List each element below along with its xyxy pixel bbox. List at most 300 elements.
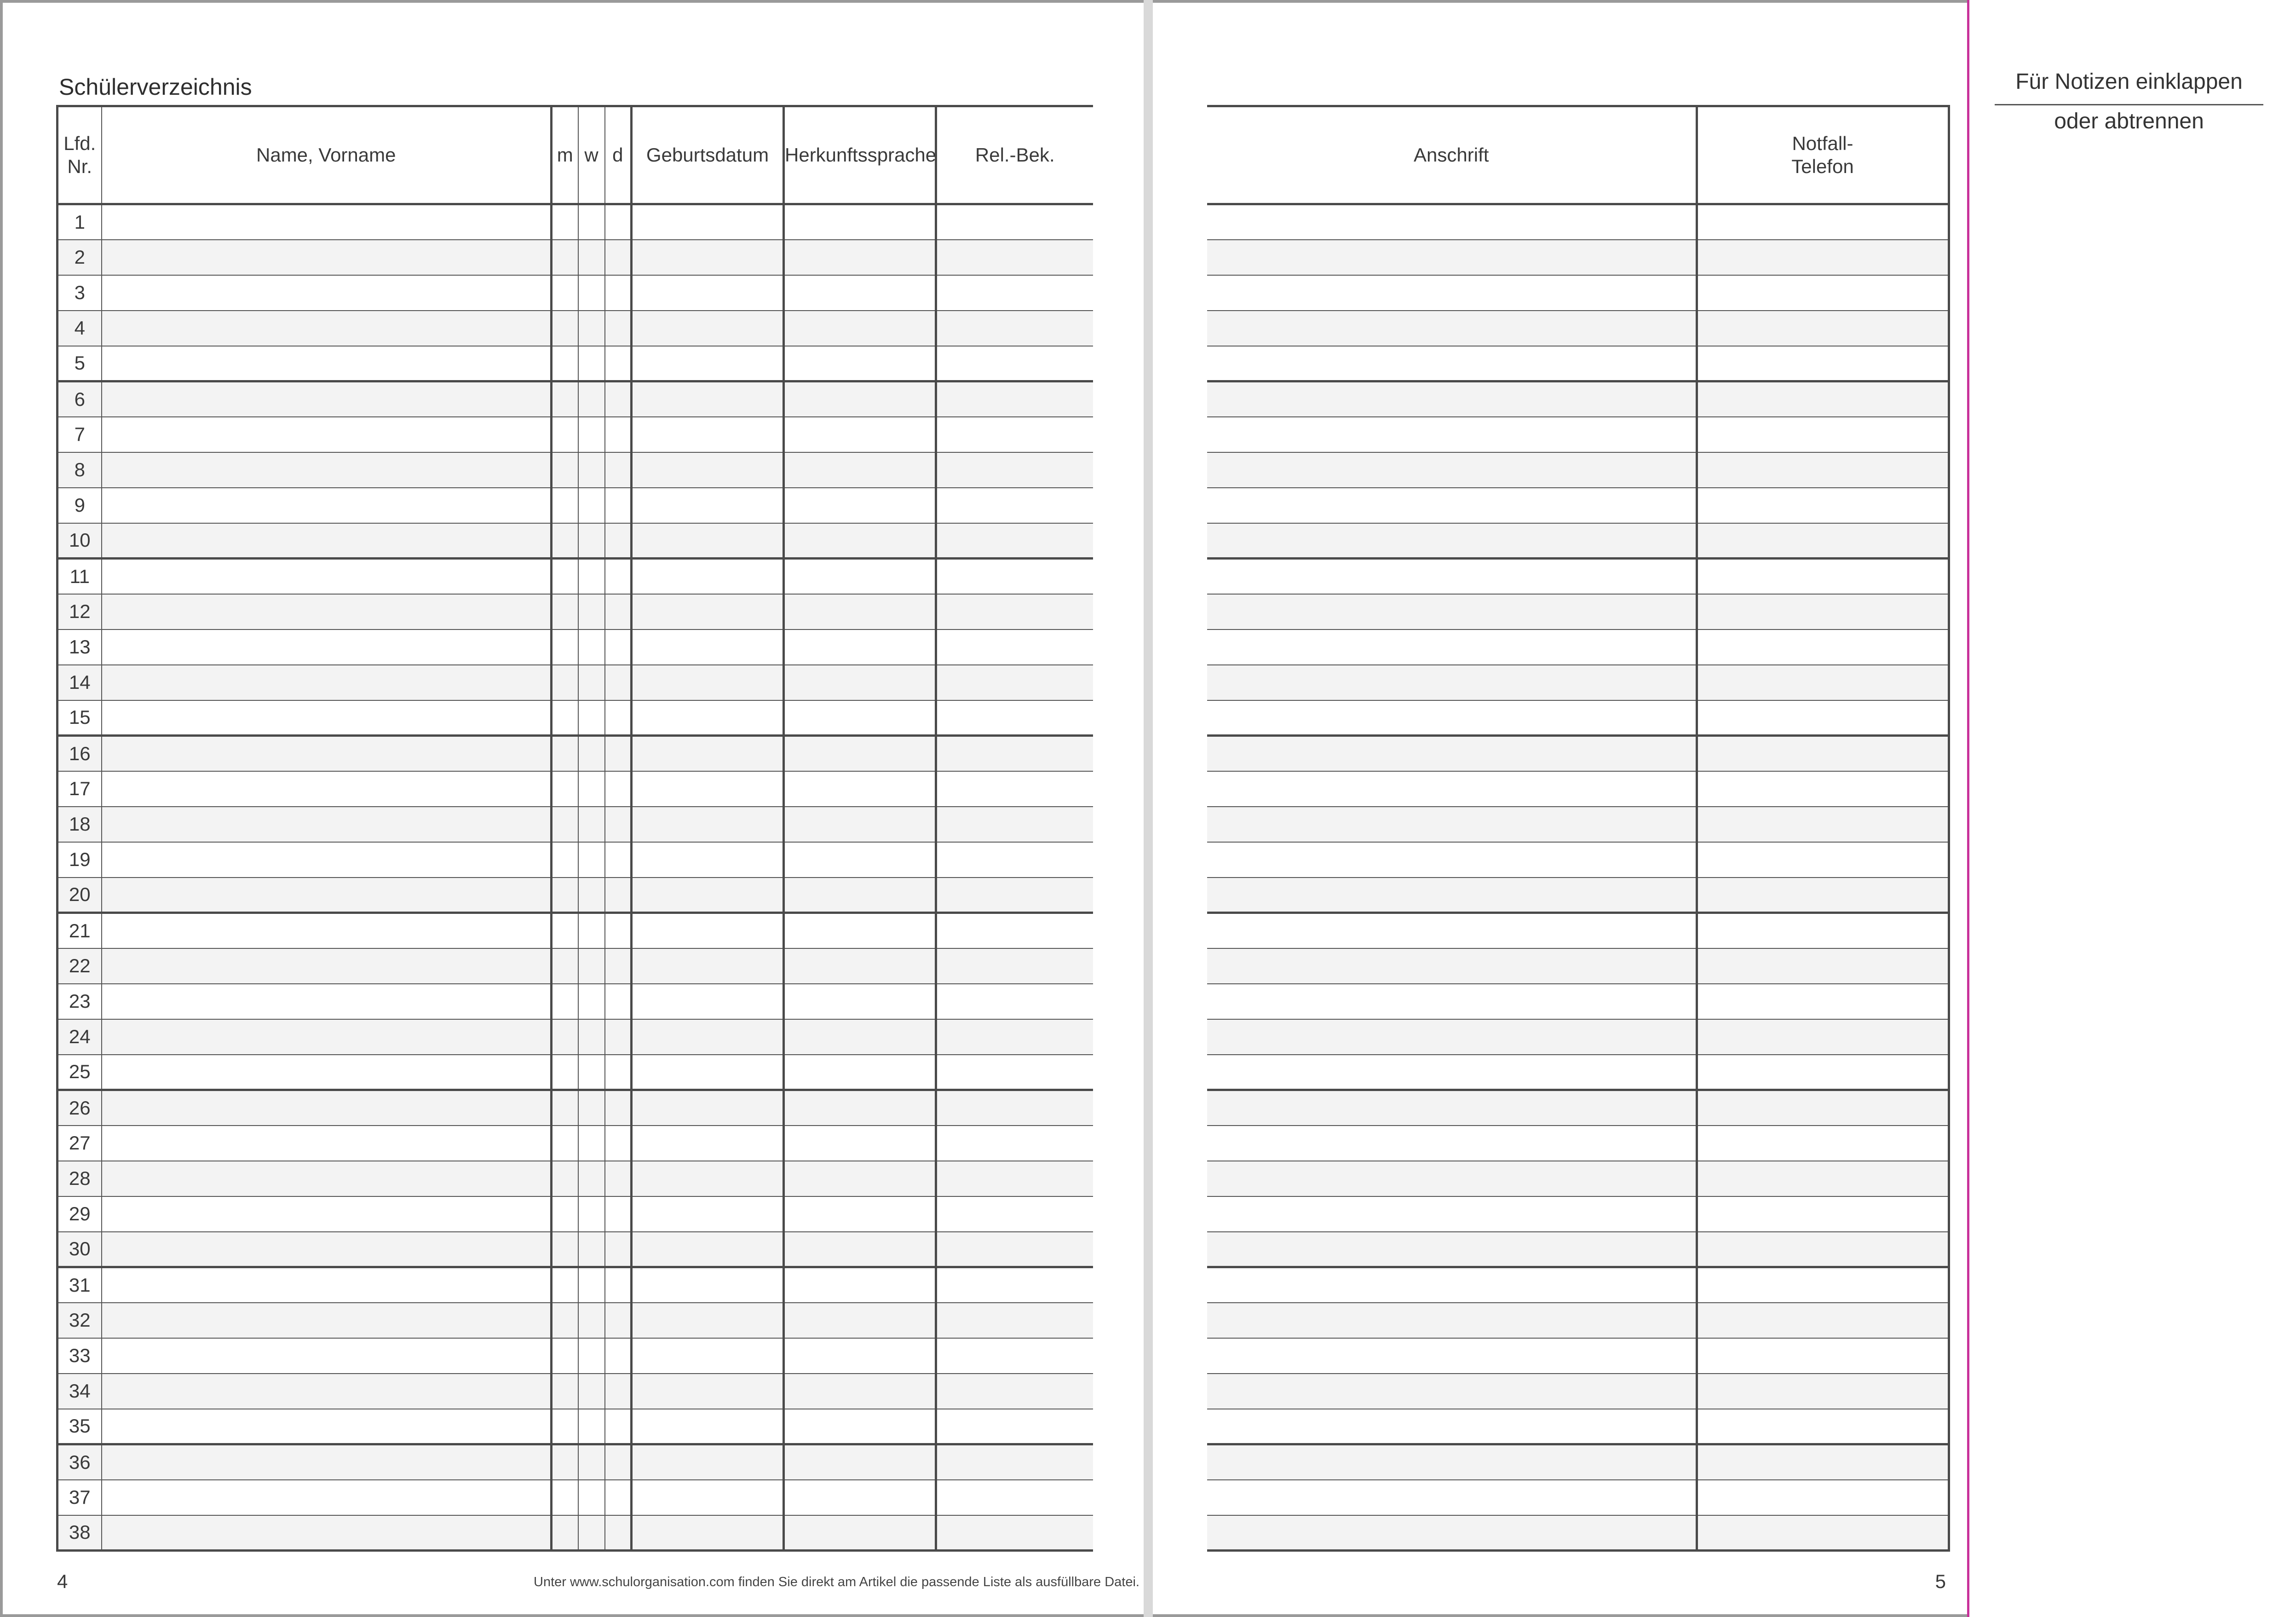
entry-cell-name[interactable] bbox=[102, 594, 552, 629]
entry-cell-notfall-telefon[interactable] bbox=[1697, 1444, 1949, 1480]
entry-cell-anschrift[interactable] bbox=[1207, 700, 1697, 736]
entry-cell-name[interactable] bbox=[102, 452, 552, 488]
entry-cell-rel-bek[interactable] bbox=[936, 417, 1093, 452]
entry-cell-m[interactable] bbox=[552, 559, 578, 594]
entry-cell-rel-bek[interactable] bbox=[936, 1196, 1093, 1232]
entry-cell-w[interactable] bbox=[578, 878, 605, 913]
entry-cell-anschrift[interactable] bbox=[1207, 1161, 1697, 1196]
entry-cell-m[interactable] bbox=[552, 275, 578, 311]
entry-cell-m[interactable] bbox=[552, 381, 578, 417]
entry-cell-rel-bek[interactable] bbox=[936, 381, 1093, 417]
entry-cell-m[interactable] bbox=[552, 736, 578, 771]
entry-cell-d[interactable] bbox=[605, 913, 632, 948]
entry-cell-d[interactable] bbox=[605, 523, 632, 559]
entry-cell-d[interactable] bbox=[605, 346, 632, 381]
entry-cell-herkunftssprache[interactable] bbox=[784, 665, 936, 700]
entry-cell-herkunftssprache[interactable] bbox=[784, 807, 936, 842]
entry-cell-herkunftssprache[interactable] bbox=[784, 381, 936, 417]
entry-cell-geburtsdatum[interactable] bbox=[632, 1019, 784, 1055]
entry-cell-m[interactable] bbox=[552, 240, 578, 275]
entry-cell-geburtsdatum[interactable] bbox=[632, 1126, 784, 1161]
entry-cell-rel-bek[interactable] bbox=[936, 523, 1093, 559]
entry-cell-rel-bek[interactable] bbox=[936, 275, 1093, 311]
entry-cell-anschrift[interactable] bbox=[1207, 771, 1697, 807]
entry-cell-geburtsdatum[interactable] bbox=[632, 665, 784, 700]
entry-cell-rel-bek[interactable] bbox=[936, 807, 1093, 842]
entry-cell-w[interactable] bbox=[578, 629, 605, 665]
entry-cell-m[interactable] bbox=[552, 1196, 578, 1232]
entry-cell-w[interactable] bbox=[578, 1409, 605, 1444]
entry-cell-herkunftssprache[interactable] bbox=[784, 1019, 936, 1055]
entry-cell-herkunftssprache[interactable] bbox=[784, 984, 936, 1019]
entry-cell-rel-bek[interactable] bbox=[936, 1019, 1093, 1055]
entry-cell-d[interactable] bbox=[605, 736, 632, 771]
entry-cell-name[interactable] bbox=[102, 665, 552, 700]
entry-cell-herkunftssprache[interactable] bbox=[784, 346, 936, 381]
entry-cell-w[interactable] bbox=[578, 311, 605, 346]
entry-cell-name[interactable] bbox=[102, 559, 552, 594]
entry-cell-geburtsdatum[interactable] bbox=[632, 240, 784, 275]
entry-cell-rel-bek[interactable] bbox=[936, 1126, 1093, 1161]
entry-cell-d[interactable] bbox=[605, 204, 632, 240]
entry-cell-d[interactable] bbox=[605, 1303, 632, 1338]
entry-cell-d[interactable] bbox=[605, 1374, 632, 1409]
entry-cell-w[interactable] bbox=[578, 1338, 605, 1374]
entry-cell-w[interactable] bbox=[578, 1232, 605, 1267]
entry-cell-anschrift[interactable] bbox=[1207, 488, 1697, 523]
entry-cell-notfall-telefon[interactable] bbox=[1697, 1055, 1949, 1090]
entry-cell-m[interactable] bbox=[552, 1374, 578, 1409]
entry-cell-notfall-telefon[interactable] bbox=[1697, 1126, 1949, 1161]
entry-cell-m[interactable] bbox=[552, 842, 578, 878]
entry-cell-d[interactable] bbox=[605, 1409, 632, 1444]
entry-cell-d[interactable] bbox=[605, 1338, 632, 1374]
entry-cell-m[interactable] bbox=[552, 346, 578, 381]
entry-cell-rel-bek[interactable] bbox=[936, 204, 1093, 240]
entry-cell-geburtsdatum[interactable] bbox=[632, 346, 784, 381]
entry-cell-m[interactable] bbox=[552, 488, 578, 523]
entry-cell-rel-bek[interactable] bbox=[936, 1303, 1093, 1338]
entry-cell-w[interactable] bbox=[578, 1019, 605, 1055]
entry-cell-d[interactable] bbox=[605, 984, 632, 1019]
entry-cell-notfall-telefon[interactable] bbox=[1697, 629, 1949, 665]
entry-cell-d[interactable] bbox=[605, 1515, 632, 1551]
entry-cell-herkunftssprache[interactable] bbox=[784, 1338, 936, 1374]
entry-cell-w[interactable] bbox=[578, 346, 605, 381]
entry-cell-rel-bek[interactable] bbox=[936, 311, 1093, 346]
entry-cell-d[interactable] bbox=[605, 629, 632, 665]
entry-cell-geburtsdatum[interactable] bbox=[632, 1338, 784, 1374]
entry-cell-rel-bek[interactable] bbox=[936, 700, 1093, 736]
entry-cell-name[interactable] bbox=[102, 488, 552, 523]
entry-cell-geburtsdatum[interactable] bbox=[632, 523, 784, 559]
entry-cell-name[interactable] bbox=[102, 1303, 552, 1338]
entry-cell-anschrift[interactable] bbox=[1207, 1126, 1697, 1161]
entry-cell-rel-bek[interactable] bbox=[936, 878, 1093, 913]
entry-cell-w[interactable] bbox=[578, 913, 605, 948]
entry-cell-herkunftssprache[interactable] bbox=[784, 1196, 936, 1232]
entry-cell-rel-bek[interactable] bbox=[936, 488, 1093, 523]
entry-cell-rel-bek[interactable] bbox=[936, 240, 1093, 275]
entry-cell-rel-bek[interactable] bbox=[936, 1338, 1093, 1374]
entry-cell-d[interactable] bbox=[605, 771, 632, 807]
entry-cell-notfall-telefon[interactable] bbox=[1697, 1090, 1949, 1126]
entry-cell-herkunftssprache[interactable] bbox=[784, 1055, 936, 1090]
entry-cell-rel-bek[interactable] bbox=[936, 1374, 1093, 1409]
entry-cell-name[interactable] bbox=[102, 1374, 552, 1409]
entry-cell-name[interactable] bbox=[102, 275, 552, 311]
entry-cell-w[interactable] bbox=[578, 984, 605, 1019]
entry-cell-m[interactable] bbox=[552, 1232, 578, 1267]
entry-cell-herkunftssprache[interactable] bbox=[784, 204, 936, 240]
entry-cell-rel-bek[interactable] bbox=[936, 346, 1093, 381]
entry-cell-herkunftssprache[interactable] bbox=[784, 1515, 936, 1551]
entry-cell-name[interactable] bbox=[102, 381, 552, 417]
entry-cell-w[interactable] bbox=[578, 665, 605, 700]
entry-cell-w[interactable] bbox=[578, 275, 605, 311]
entry-cell-w[interactable] bbox=[578, 417, 605, 452]
entry-cell-anschrift[interactable] bbox=[1207, 1374, 1697, 1409]
entry-cell-notfall-telefon[interactable] bbox=[1697, 984, 1949, 1019]
entry-cell-anschrift[interactable] bbox=[1207, 240, 1697, 275]
entry-cell-notfall-telefon[interactable] bbox=[1697, 1338, 1949, 1374]
entry-cell-name[interactable] bbox=[102, 736, 552, 771]
entry-cell-d[interactable] bbox=[605, 1267, 632, 1303]
entry-cell-herkunftssprache[interactable] bbox=[784, 594, 936, 629]
entry-cell-rel-bek[interactable] bbox=[936, 1090, 1093, 1126]
entry-cell-m[interactable] bbox=[552, 1444, 578, 1480]
entry-cell-d[interactable] bbox=[605, 1019, 632, 1055]
entry-cell-anschrift[interactable] bbox=[1207, 1515, 1697, 1551]
entry-cell-anschrift[interactable] bbox=[1207, 1055, 1697, 1090]
entry-cell-d[interactable] bbox=[605, 417, 632, 452]
entry-cell-geburtsdatum[interactable] bbox=[632, 1515, 784, 1551]
entry-cell-geburtsdatum[interactable] bbox=[632, 913, 784, 948]
entry-cell-anschrift[interactable] bbox=[1207, 1196, 1697, 1232]
entry-cell-anschrift[interactable] bbox=[1207, 842, 1697, 878]
entry-cell-w[interactable] bbox=[578, 842, 605, 878]
entry-cell-name[interactable] bbox=[102, 1232, 552, 1267]
entry-cell-notfall-telefon[interactable] bbox=[1697, 346, 1949, 381]
entry-cell-d[interactable] bbox=[605, 807, 632, 842]
entry-cell-anschrift[interactable] bbox=[1207, 381, 1697, 417]
entry-cell-anschrift[interactable] bbox=[1207, 417, 1697, 452]
entry-cell-herkunftssprache[interactable] bbox=[784, 1409, 936, 1444]
entry-cell-anschrift[interactable] bbox=[1207, 629, 1697, 665]
entry-cell-geburtsdatum[interactable] bbox=[632, 629, 784, 665]
entry-cell-notfall-telefon[interactable] bbox=[1697, 204, 1949, 240]
entry-cell-anschrift[interactable] bbox=[1207, 807, 1697, 842]
entry-cell-anschrift[interactable] bbox=[1207, 559, 1697, 594]
entry-cell-rel-bek[interactable] bbox=[936, 452, 1093, 488]
entry-cell-name[interactable] bbox=[102, 523, 552, 559]
entry-cell-anschrift[interactable] bbox=[1207, 594, 1697, 629]
entry-cell-notfall-telefon[interactable] bbox=[1697, 275, 1949, 311]
entry-cell-w[interactable] bbox=[578, 1055, 605, 1090]
entry-cell-d[interactable] bbox=[605, 1196, 632, 1232]
entry-cell-anschrift[interactable] bbox=[1207, 1444, 1697, 1480]
entry-cell-d[interactable] bbox=[605, 1480, 632, 1515]
entry-cell-geburtsdatum[interactable] bbox=[632, 559, 784, 594]
entry-cell-name[interactable] bbox=[102, 629, 552, 665]
entry-cell-w[interactable] bbox=[578, 1196, 605, 1232]
entry-cell-herkunftssprache[interactable] bbox=[784, 878, 936, 913]
entry-cell-m[interactable] bbox=[552, 311, 578, 346]
entry-cell-notfall-telefon[interactable] bbox=[1697, 771, 1949, 807]
entry-cell-anschrift[interactable] bbox=[1207, 1480, 1697, 1515]
entry-cell-geburtsdatum[interactable] bbox=[632, 204, 784, 240]
entry-cell-notfall-telefon[interactable] bbox=[1697, 948, 1949, 984]
entry-cell-rel-bek[interactable] bbox=[936, 1232, 1093, 1267]
entry-cell-m[interactable] bbox=[552, 771, 578, 807]
entry-cell-w[interactable] bbox=[578, 1444, 605, 1480]
entry-cell-rel-bek[interactable] bbox=[936, 1055, 1093, 1090]
entry-cell-d[interactable] bbox=[605, 948, 632, 984]
entry-cell-m[interactable] bbox=[552, 1267, 578, 1303]
entry-cell-notfall-telefon[interactable] bbox=[1697, 594, 1949, 629]
entry-cell-name[interactable] bbox=[102, 878, 552, 913]
entry-cell-w[interactable] bbox=[578, 204, 605, 240]
entry-cell-notfall-telefon[interactable] bbox=[1697, 1267, 1949, 1303]
entry-cell-herkunftssprache[interactable] bbox=[784, 417, 936, 452]
entry-cell-notfall-telefon[interactable] bbox=[1697, 1303, 1949, 1338]
entry-cell-geburtsdatum[interactable] bbox=[632, 311, 784, 346]
entry-cell-m[interactable] bbox=[552, 204, 578, 240]
entry-cell-herkunftssprache[interactable] bbox=[784, 1126, 936, 1161]
entry-cell-m[interactable] bbox=[552, 452, 578, 488]
entry-cell-notfall-telefon[interactable] bbox=[1697, 1515, 1949, 1551]
entry-cell-name[interactable] bbox=[102, 948, 552, 984]
entry-cell-anschrift[interactable] bbox=[1207, 878, 1697, 913]
entry-cell-m[interactable] bbox=[552, 1303, 578, 1338]
entry-cell-geburtsdatum[interactable] bbox=[632, 417, 784, 452]
entry-cell-name[interactable] bbox=[102, 240, 552, 275]
entry-cell-notfall-telefon[interactable] bbox=[1697, 523, 1949, 559]
entry-cell-name[interactable] bbox=[102, 1126, 552, 1161]
entry-cell-d[interactable] bbox=[605, 842, 632, 878]
entry-cell-m[interactable] bbox=[552, 700, 578, 736]
entry-cell-d[interactable] bbox=[605, 240, 632, 275]
entry-cell-name[interactable] bbox=[102, 1055, 552, 1090]
entry-cell-rel-bek[interactable] bbox=[936, 984, 1093, 1019]
entry-cell-notfall-telefon[interactable] bbox=[1697, 1196, 1949, 1232]
entry-cell-m[interactable] bbox=[552, 1126, 578, 1161]
entry-cell-herkunftssprache[interactable] bbox=[784, 559, 936, 594]
entry-cell-anschrift[interactable] bbox=[1207, 948, 1697, 984]
entry-cell-notfall-telefon[interactable] bbox=[1697, 842, 1949, 878]
entry-cell-m[interactable] bbox=[552, 984, 578, 1019]
entry-cell-rel-bek[interactable] bbox=[936, 1515, 1093, 1551]
entry-cell-d[interactable] bbox=[605, 452, 632, 488]
entry-cell-w[interactable] bbox=[578, 1515, 605, 1551]
entry-cell-geburtsdatum[interactable] bbox=[632, 1267, 784, 1303]
entry-cell-rel-bek[interactable] bbox=[936, 771, 1093, 807]
entry-cell-geburtsdatum[interactable] bbox=[632, 700, 784, 736]
entry-cell-name[interactable] bbox=[102, 1409, 552, 1444]
entry-cell-anschrift[interactable] bbox=[1207, 1232, 1697, 1267]
entry-cell-w[interactable] bbox=[578, 240, 605, 275]
entry-cell-d[interactable] bbox=[605, 878, 632, 913]
entry-cell-anschrift[interactable] bbox=[1207, 1019, 1697, 1055]
entry-cell-m[interactable] bbox=[552, 1161, 578, 1196]
entry-cell-m[interactable] bbox=[552, 1515, 578, 1551]
entry-cell-geburtsdatum[interactable] bbox=[632, 984, 784, 1019]
entry-cell-herkunftssprache[interactable] bbox=[784, 629, 936, 665]
entry-cell-w[interactable] bbox=[578, 771, 605, 807]
entry-cell-geburtsdatum[interactable] bbox=[632, 594, 784, 629]
entry-cell-geburtsdatum[interactable] bbox=[632, 878, 784, 913]
entry-cell-notfall-telefon[interactable] bbox=[1697, 1409, 1949, 1444]
entry-cell-herkunftssprache[interactable] bbox=[784, 1232, 936, 1267]
entry-cell-herkunftssprache[interactable] bbox=[784, 700, 936, 736]
entry-cell-anschrift[interactable] bbox=[1207, 452, 1697, 488]
entry-cell-rel-bek[interactable] bbox=[936, 948, 1093, 984]
entry-cell-herkunftssprache[interactable] bbox=[784, 1480, 936, 1515]
entry-cell-notfall-telefon[interactable] bbox=[1697, 700, 1949, 736]
entry-cell-w[interactable] bbox=[578, 523, 605, 559]
entry-cell-notfall-telefon[interactable] bbox=[1697, 381, 1949, 417]
entry-cell-geburtsdatum[interactable] bbox=[632, 488, 784, 523]
entry-cell-anschrift[interactable] bbox=[1207, 665, 1697, 700]
entry-cell-geburtsdatum[interactable] bbox=[632, 1055, 784, 1090]
entry-cell-herkunftssprache[interactable] bbox=[784, 1374, 936, 1409]
entry-cell-notfall-telefon[interactable] bbox=[1697, 1019, 1949, 1055]
entry-cell-herkunftssprache[interactable] bbox=[784, 771, 936, 807]
entry-cell-herkunftssprache[interactable] bbox=[784, 311, 936, 346]
entry-cell-w[interactable] bbox=[578, 1161, 605, 1196]
entry-cell-d[interactable] bbox=[605, 311, 632, 346]
entry-cell-name[interactable] bbox=[102, 204, 552, 240]
entry-cell-d[interactable] bbox=[605, 700, 632, 736]
entry-cell-notfall-telefon[interactable] bbox=[1697, 1374, 1949, 1409]
entry-cell-w[interactable] bbox=[578, 488, 605, 523]
entry-cell-rel-bek[interactable] bbox=[936, 1480, 1093, 1515]
entry-cell-rel-bek[interactable] bbox=[936, 1267, 1093, 1303]
entry-cell-w[interactable] bbox=[578, 1303, 605, 1338]
entry-cell-rel-bek[interactable] bbox=[936, 594, 1093, 629]
entry-cell-name[interactable] bbox=[102, 1196, 552, 1232]
entry-cell-herkunftssprache[interactable] bbox=[784, 1161, 936, 1196]
entry-cell-anschrift[interactable] bbox=[1207, 984, 1697, 1019]
entry-cell-m[interactable] bbox=[552, 1090, 578, 1126]
entry-cell-geburtsdatum[interactable] bbox=[632, 1374, 784, 1409]
entry-cell-d[interactable] bbox=[605, 1055, 632, 1090]
entry-cell-name[interactable] bbox=[102, 913, 552, 948]
entry-cell-w[interactable] bbox=[578, 1374, 605, 1409]
entry-cell-herkunftssprache[interactable] bbox=[784, 1303, 936, 1338]
entry-cell-notfall-telefon[interactable] bbox=[1697, 736, 1949, 771]
entry-cell-d[interactable] bbox=[605, 665, 632, 700]
entry-cell-d[interactable] bbox=[605, 488, 632, 523]
entry-cell-anschrift[interactable] bbox=[1207, 311, 1697, 346]
entry-cell-rel-bek[interactable] bbox=[936, 842, 1093, 878]
entry-cell-geburtsdatum[interactable] bbox=[632, 1444, 784, 1480]
entry-cell-rel-bek[interactable] bbox=[936, 1409, 1093, 1444]
entry-cell-w[interactable] bbox=[578, 594, 605, 629]
entry-cell-geburtsdatum[interactable] bbox=[632, 807, 784, 842]
entry-cell-geburtsdatum[interactable] bbox=[632, 771, 784, 807]
entry-cell-geburtsdatum[interactable] bbox=[632, 452, 784, 488]
entry-cell-w[interactable] bbox=[578, 948, 605, 984]
entry-cell-m[interactable] bbox=[552, 1338, 578, 1374]
entry-cell-d[interactable] bbox=[605, 1444, 632, 1480]
entry-cell-name[interactable] bbox=[102, 311, 552, 346]
entry-cell-w[interactable] bbox=[578, 559, 605, 594]
entry-cell-anschrift[interactable] bbox=[1207, 346, 1697, 381]
entry-cell-w[interactable] bbox=[578, 452, 605, 488]
entry-cell-anschrift[interactable] bbox=[1207, 1090, 1697, 1126]
entry-cell-anschrift[interactable] bbox=[1207, 913, 1697, 948]
entry-cell-herkunftssprache[interactable] bbox=[784, 275, 936, 311]
entry-cell-name[interactable] bbox=[102, 1019, 552, 1055]
entry-cell-herkunftssprache[interactable] bbox=[784, 1444, 936, 1480]
entry-cell-rel-bek[interactable] bbox=[936, 559, 1093, 594]
entry-cell-m[interactable] bbox=[552, 1055, 578, 1090]
entry-cell-d[interactable] bbox=[605, 594, 632, 629]
entry-cell-herkunftssprache[interactable] bbox=[784, 1267, 936, 1303]
entry-cell-m[interactable] bbox=[552, 629, 578, 665]
entry-cell-anschrift[interactable] bbox=[1207, 1267, 1697, 1303]
entry-cell-name[interactable] bbox=[102, 771, 552, 807]
entry-cell-w[interactable] bbox=[578, 1126, 605, 1161]
entry-cell-name[interactable] bbox=[102, 346, 552, 381]
entry-cell-geburtsdatum[interactable] bbox=[632, 381, 784, 417]
entry-cell-d[interactable] bbox=[605, 381, 632, 417]
entry-cell-rel-bek[interactable] bbox=[936, 1161, 1093, 1196]
entry-cell-notfall-telefon[interactable] bbox=[1697, 488, 1949, 523]
entry-cell-geburtsdatum[interactable] bbox=[632, 1196, 784, 1232]
entry-cell-notfall-telefon[interactable] bbox=[1697, 1161, 1949, 1196]
entry-cell-m[interactable] bbox=[552, 948, 578, 984]
entry-cell-notfall-telefon[interactable] bbox=[1697, 452, 1949, 488]
entry-cell-notfall-telefon[interactable] bbox=[1697, 878, 1949, 913]
entry-cell-geburtsdatum[interactable] bbox=[632, 1480, 784, 1515]
entry-cell-m[interactable] bbox=[552, 1480, 578, 1515]
entry-cell-d[interactable] bbox=[605, 559, 632, 594]
entry-cell-m[interactable] bbox=[552, 1019, 578, 1055]
entry-cell-anschrift[interactable] bbox=[1207, 1338, 1697, 1374]
entry-cell-geburtsdatum[interactable] bbox=[632, 1409, 784, 1444]
entry-cell-w[interactable] bbox=[578, 381, 605, 417]
entry-cell-geburtsdatum[interactable] bbox=[632, 1161, 784, 1196]
entry-cell-herkunftssprache[interactable] bbox=[784, 523, 936, 559]
entry-cell-name[interactable] bbox=[102, 1267, 552, 1303]
entry-cell-name[interactable] bbox=[102, 1480, 552, 1515]
entry-cell-herkunftssprache[interactable] bbox=[784, 736, 936, 771]
entry-cell-herkunftssprache[interactable] bbox=[784, 948, 936, 984]
entry-cell-m[interactable] bbox=[552, 417, 578, 452]
entry-cell-name[interactable] bbox=[102, 417, 552, 452]
entry-cell-rel-bek[interactable] bbox=[936, 736, 1093, 771]
entry-cell-notfall-telefon[interactable] bbox=[1697, 913, 1949, 948]
entry-cell-herkunftssprache[interactable] bbox=[784, 488, 936, 523]
entry-cell-rel-bek[interactable] bbox=[936, 1444, 1093, 1480]
entry-cell-geburtsdatum[interactable] bbox=[632, 275, 784, 311]
entry-cell-name[interactable] bbox=[102, 1090, 552, 1126]
entry-cell-rel-bek[interactable] bbox=[936, 665, 1093, 700]
entry-cell-d[interactable] bbox=[605, 1232, 632, 1267]
entry-cell-d[interactable] bbox=[605, 275, 632, 311]
entry-cell-herkunftssprache[interactable] bbox=[784, 842, 936, 878]
entry-cell-herkunftssprache[interactable] bbox=[784, 452, 936, 488]
entry-cell-m[interactable] bbox=[552, 523, 578, 559]
entry-cell-name[interactable] bbox=[102, 842, 552, 878]
entry-cell-herkunftssprache[interactable] bbox=[784, 913, 936, 948]
entry-cell-geburtsdatum[interactable] bbox=[632, 948, 784, 984]
entry-cell-m[interactable] bbox=[552, 878, 578, 913]
entry-cell-geburtsdatum[interactable] bbox=[632, 842, 784, 878]
entry-cell-notfall-telefon[interactable] bbox=[1697, 665, 1949, 700]
